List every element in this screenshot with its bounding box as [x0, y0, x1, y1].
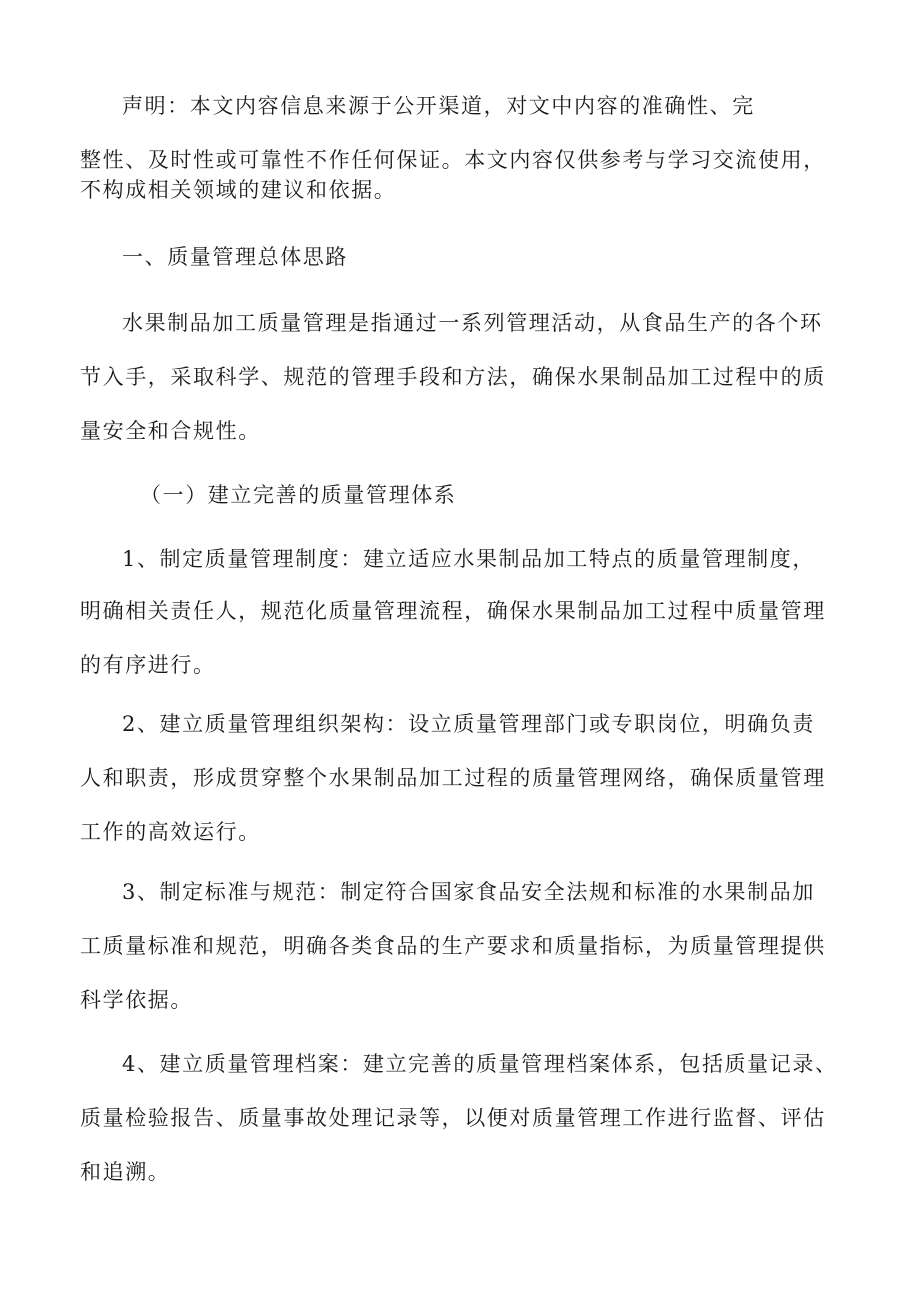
item-3-line-1: 3、制定标准与规范：制定符合国家食品安全法规和标准的水果制品加	[122, 880, 815, 904]
intro-line-1: 水果制品加工质量管理是指通过一系列管理活动，从食品生产的各个环	[122, 311, 823, 335]
item-3-line-2: 工质量标准和规范，明确各类食品的生产要求和质量指标，为质量管理提供	[80, 934, 826, 958]
item-2-line-3: 工作的高效运行。	[80, 820, 261, 844]
item-4-line-1: 4、建立质量管理档案：建立完善的质量管理档案体系，包括质量记录、	[122, 1052, 838, 1076]
item-1-line-3: 的有序进行。	[80, 653, 216, 677]
item-1-line-1: 1、制定质量管理制度：建立适应水果制品加工特点的质量管理制度，	[122, 547, 815, 571]
disclaimer-line-2: 整性、及时性或可靠性不作任何保证。本文内容仅供参考与学习交流使用，	[80, 148, 826, 172]
item-3-line-3: 科学依据。	[80, 988, 193, 1012]
item-2-line-1: 2、建立质量管理组织架构：设立质量管理部门或专职岗位，明确负责	[122, 712, 815, 736]
intro-line-2: 节入手，采取科学、规范的管理手段和方法，确保水果制品加工过程中的质	[80, 365, 826, 389]
section-heading: 一、质量管理总体思路	[122, 245, 348, 269]
item-4-line-2: 质量检验报告、质量事故处理记录等，以便对质量管理工作进行监督、评估	[80, 1106, 826, 1130]
disclaimer-line-1: 声明：本文内容信息来源于公开渠道，对文中内容的准确性、完	[122, 94, 755, 118]
item-2-line-2: 人和职责，形成贯穿整个水果制品加工过程的质量管理网络，确保质量管理	[80, 766, 826, 790]
item-4-line-3: 和追溯。	[80, 1160, 171, 1184]
disclaimer-line-3: 不构成相关领域的建议和依据。	[80, 178, 397, 202]
intro-line-3: 量安全和合规性。	[80, 419, 261, 443]
subsection-heading: （一）建立完善的质量管理体系	[140, 483, 457, 507]
item-1-line-2: 明确相关责任人，规范化质量管理流程，确保水果制品加工过程中质量管理	[80, 599, 826, 623]
